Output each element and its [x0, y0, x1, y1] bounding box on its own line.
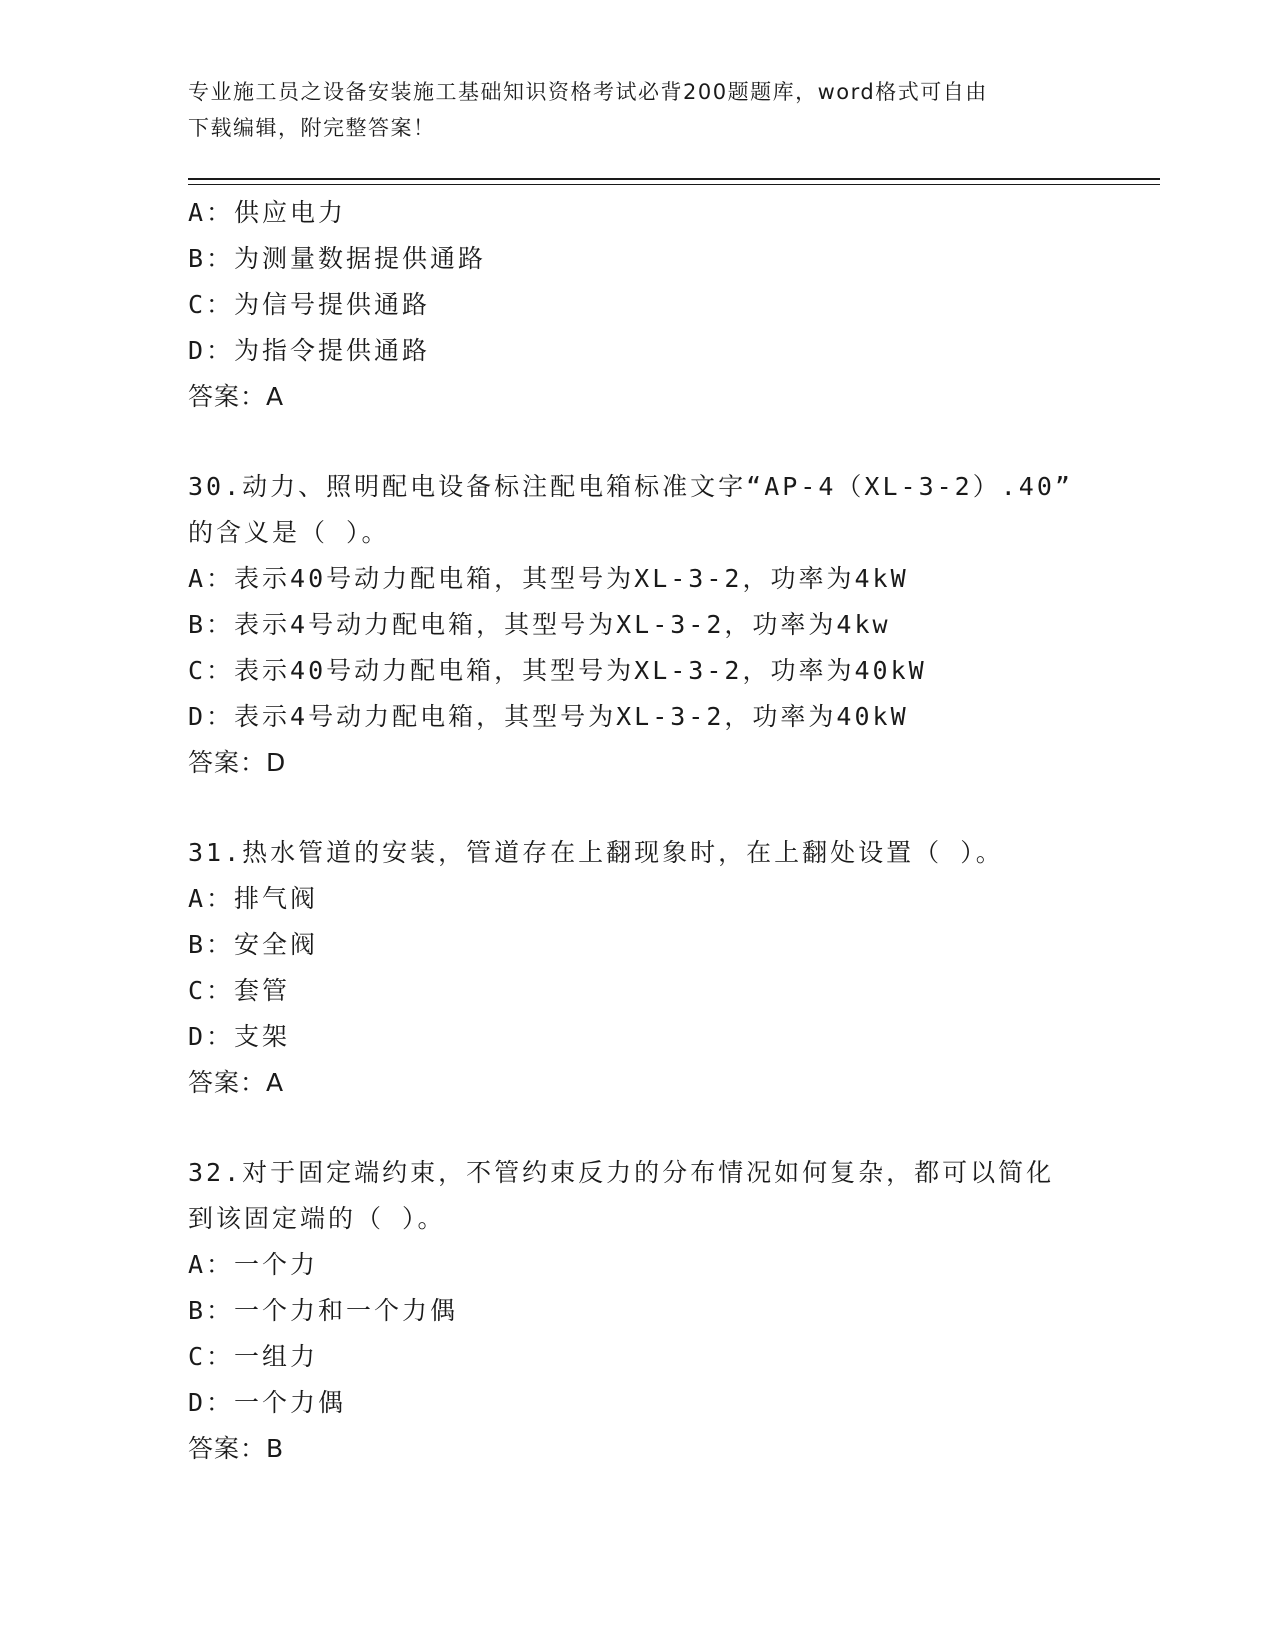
option-d: D：表示4号动力配电箱，其型号为XL-3-2，功率为40kW: [188, 702, 909, 731]
question-text-line-1: 30.动力、照明配电设备标注配电箱标准文字“AP-4（XL-3-2）.40”: [188, 472, 1073, 501]
question-text-line-2: 的含义是（ ）。: [188, 518, 390, 547]
question-text-line-1: 32.对于固定端约束，不管约束反力的分布情况如何复杂，都可以简化: [188, 1158, 1055, 1187]
option-a: A：一个力: [188, 1250, 319, 1279]
option-c: C：一组力: [188, 1342, 319, 1371]
question-block-29: [188, 190, 1088, 420]
answer-line: 答案：A: [188, 382, 285, 411]
option-b: B：为测量数据提供通路: [188, 244, 487, 273]
option-d: D：支架: [188, 1022, 291, 1051]
header-line-1: 专业施工员之设备安装施工基础知识资格考试必背200题题库，word格式可自由: [188, 80, 988, 104]
question-text-line-2: 到该固定端的（ ）。: [188, 1204, 446, 1233]
answer-line: 答案：B: [188, 1434, 285, 1463]
header-divider-thin: [188, 184, 1160, 185]
option-b: B：安全阀: [188, 930, 319, 959]
question-list: [188, 190, 1088, 1472]
option-b: B：表示4号动力配电箱，其型号为XL-3-2，功率为4kw: [188, 610, 891, 639]
header-line-2: 下载编辑，附完整答案！: [188, 116, 436, 140]
option-c: C：表示40号动力配电箱，其型号为XL-3-2，功率为40kW: [188, 656, 927, 685]
option-a: A：供应电力: [188, 198, 347, 227]
answer-line: 答案：D: [188, 748, 287, 777]
answer-line: 答案：A: [188, 1068, 285, 1097]
option-a: A：排气阀: [188, 884, 319, 913]
option-a: A：表示40号动力配电箱，其型号为XL-3-2，功率为4kW: [188, 564, 909, 593]
header-divider-thick: [188, 178, 1160, 180]
option-d: D：为指令提供通路: [188, 336, 431, 365]
option-c: C：套管: [188, 976, 291, 1005]
option-d: D：一个力偶: [188, 1388, 347, 1417]
question-block-30: [188, 464, 1088, 786]
question-block-31: [188, 830, 1088, 1106]
document-header: [188, 74, 1088, 146]
option-b: B：一个力和一个力偶: [188, 1296, 459, 1325]
question-text-line-1: 31.热水管道的安装，管道存在上翻现象时，在上翻处设置（ ）。: [188, 838, 1004, 867]
question-block-32: [188, 1150, 1088, 1472]
option-c: C：为信号提供通路: [188, 290, 431, 319]
